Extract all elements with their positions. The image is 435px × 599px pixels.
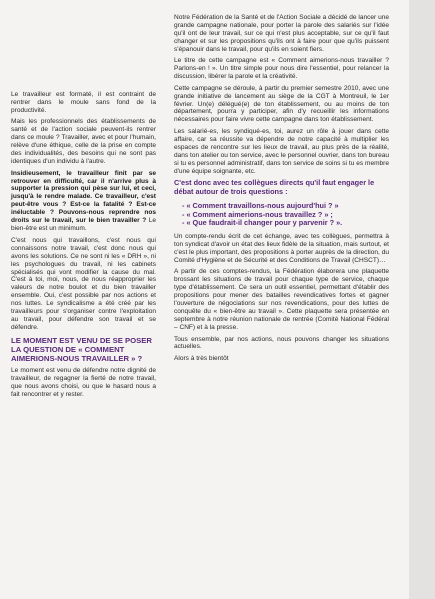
left-paragraph-1: Le travailleur est formaté, il est contraint de rentrer dans le moule sans fond de la productivité.	[11, 91, 156, 114]
left-column	[11, 91, 156, 402]
left-paragraph-3-bold: Insidieusement, le travailleur finit par se retrouver en difficulté, car il n'arrive plus à supporter la pression qui pèse sur lui, et ceci, jusqu'à le rendre malade. Ce travailleur, c'est peut-être vous ? Est-ce la fatalité ? Est-ce inéluctable ? Pouvons-nous reprendre nos droits sur le travail, sur le bien travailler ?	[11, 169, 156, 225]
left-paragraph-2: Mais les professionnels des établissements de santé et de l'action sociale peuvent-ils rentrer dans ce moule ? Travailler, avec et pour l'humain, relève d'une éthique, celle de la prise en compte des individualités, des besoins qui ne sont pas identiques d'un individu à l'autre.	[11, 118, 156, 166]
right-paragraph-7: Tous ensemble, par nos actions, nous pouvons changer les situations actuelles.	[174, 335, 389, 351]
left-paragraph-3-rest: Le bien-être est un minimum.	[11, 217, 156, 233]
page-edge-strip	[409, 0, 435, 599]
right-paragraph-4: Les salarié-es, les syndiqué-es, toi, aurez un rôle à jouer dans cette affaire, car sa réussite va dépendre de notre capacité à multiplier les espaces de rencontre sur les lieux de travail, au plus près de la réalité, dans ton atelier ou ton service, avec le personnel ouvrier, dans ton bureau si tu es personnel administratif, dans ton service de soins si tu es membre d'une équipe soignante, etc.	[174, 127, 389, 175]
questions-intro: C'est donc avec tes collègues directs qu'il faut engager le débat autour de trois questions :	[174, 178, 375, 196]
right-paragraph-1: Notre Fédération de la Santé et de l'Action Sociale a décidé de lancer une grande campagne nationale, pour porter la parole des salariés sur l'idée qu'il ont de leur travail, sur ce qui n'est plus acceptable, sur ce qu'il faut changer et sur les propositions qu'ils ont à faire pour que qu'ils puissent s'épanouir dans le travail, pour qu'ils en soient fiers.	[174, 14, 389, 53]
left-paragraph-4: C'est nous qui travaillons, c'est nous qui connaissons notre travail, c'est donc nous qui avons les solutions. Ce ne sont ni les « DRH », ni les psychologues du travail, ni les cabinets spécialisés qui vont modifier la cause du mal. C'est à toi, moi, nous, de nous réapproprier les valeurs de notre boulot et du bien travailler ensemble. Oui, c'est possible par nos actions et nos luttes. Le syndicalisme a été créé par les travailleurs pour s'organiser contre l'exploitation au travail, pour défendre son travail et se défendre.	[11, 236, 156, 332]
right-column	[174, 14, 389, 366]
right-paragraph-6: A partir de ces comptes-rendus, la Fédération élaborera une plaquette brossant les situations de travail pour chaque type de service, chaque type d'établissement. Ce sera un outil essentiel, permettant d'établir des propositions pour mener des batailles revendicatives fortes et gagner l'ouverture de négociations sur nos revendications, pour des luttes de conquête du « bien-être au travail ». Cette plaquette sera présentée en septembre à notre réunion nationale de rentrée (Comité National Fédéral – CNF) et à la presse.	[174, 268, 389, 332]
left-section-heading: LE MOMENT EST VENU DE SE POSER LA QUESTION DE « COMMENT AIMERIONS-NOUS TRAVAILLER » ?	[11, 335, 152, 363]
closing-signature: Alors à très bientôt	[174, 354, 229, 362]
left-paragraph-3	[11, 170, 156, 234]
question-item: - « Comment aimerions-nous travaillez ? » ;	[182, 209, 333, 219]
question-item: - « Que faudrait-il changer pour y parvenir ? ».	[182, 218, 343, 228]
question-item: - « Comment travaillons-nous aujourd'hui ? »	[182, 200, 339, 210]
left-paragraph-5: Le moment est venu de défendre notre dignité de travailleur, de regagner la fierté de notre travail, que nous avons choisi, ou que le hasard nous a fait rencontrer et y rester.	[11, 366, 156, 398]
questions-list	[182, 202, 389, 228]
right-paragraph-5: Un compte-rendu écrit de cet échange, avec tes collègues, permettra à ton syndicat d'avoir un état des lieux fidèle de la situation, mais surtout, et c'est le plus important, des propositions à porter auprès de la direction, du Comité d'Hygiène et de Sécurité et des Conditions de Travail (CHSCT)…	[174, 233, 389, 264]
right-paragraph-2: Le titre de cette campagne est « Comment aimerions-nous travailler ? Parlons-en ! ». Un titre simple pour nous dire l'essentiel, pour relancer la discussion, libérer la parole et la créativité.	[174, 57, 389, 81]
right-paragraph-3: Cette campagne se déroule, à partir du premier semestre 2010, avec une grande initiative de lancement au siège de la CGT à Montreuil, le 1er février. Un(e) délégué(e) de ton établissement, ou au moins de ton département, pourra y participer, afin d'y recueillir les informations nécessaires pour faire vivre cette campagne dans ton établissement.	[174, 84, 389, 124]
